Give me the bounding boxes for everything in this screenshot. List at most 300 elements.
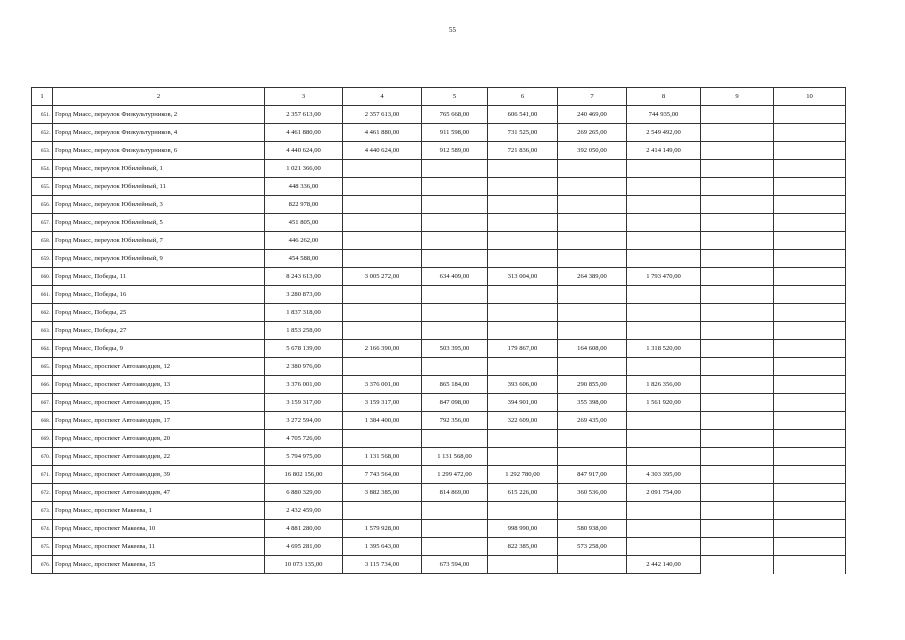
amount-cell xyxy=(701,304,774,322)
amount-cell: 3 115 734,00 xyxy=(343,556,422,574)
amount-cell xyxy=(701,286,774,304)
amount-cell xyxy=(627,250,701,268)
amount-cell: 360 536,00 xyxy=(558,484,627,502)
column-header-1: 1 xyxy=(32,88,53,106)
address-cell: Город Миасс, Победы, 25 xyxy=(53,304,265,322)
amount-cell xyxy=(701,106,774,124)
amount-cell xyxy=(422,502,488,520)
amount-cell xyxy=(774,124,846,142)
amount-cell: 4 461 880,00 xyxy=(265,124,343,142)
amount-cell xyxy=(774,340,846,358)
table-row xyxy=(32,124,846,142)
amount-cell xyxy=(558,160,627,178)
amount-cell: 16 802 156,00 xyxy=(265,466,343,484)
amount-cell xyxy=(774,466,846,484)
amount-cell: 164 608,00 xyxy=(558,340,627,358)
amount-cell: 765 668,00 xyxy=(422,106,488,124)
amount-cell: 2 414 149,00 xyxy=(627,142,701,160)
amount-cell xyxy=(488,358,558,376)
amount-cell: 1 837 318,00 xyxy=(265,304,343,322)
row-number-cell: 666. xyxy=(32,376,53,394)
table-row xyxy=(32,394,846,412)
amount-cell xyxy=(701,322,774,340)
column-header-5: 5 xyxy=(422,88,488,106)
amount-cell xyxy=(701,340,774,358)
table-row xyxy=(32,304,846,322)
amount-cell: 847 917,00 xyxy=(558,466,627,484)
amount-cell xyxy=(701,232,774,250)
amount-cell xyxy=(422,214,488,232)
amount-cell: 2 432 459,00 xyxy=(265,502,343,520)
address-cell: Город Миасс, переулок Юбилейный, 11 xyxy=(53,178,265,196)
address-cell: Город Миасс, переулок Физкультурников, 6 xyxy=(53,142,265,160)
amount-cell: 1 579 928,00 xyxy=(343,520,422,538)
amount-cell: 1 793 470,00 xyxy=(627,268,701,286)
amount-cell xyxy=(701,142,774,160)
amount-cell xyxy=(701,502,774,520)
amount-cell xyxy=(701,430,774,448)
amount-cell xyxy=(488,286,558,304)
row-number-cell: 673. xyxy=(32,502,53,520)
row-number-cell: 653. xyxy=(32,142,53,160)
row-number-cell: 658. xyxy=(32,232,53,250)
table-row xyxy=(32,502,846,520)
amount-cell xyxy=(488,178,558,196)
row-number-cell: 657. xyxy=(32,214,53,232)
table-header xyxy=(32,88,846,106)
amount-cell xyxy=(627,358,701,376)
amount-cell: 4 303 395,00 xyxy=(627,466,701,484)
table-row xyxy=(32,178,846,196)
amount-cell xyxy=(774,322,846,340)
amount-cell xyxy=(774,142,846,160)
amount-cell xyxy=(422,304,488,322)
amount-cell xyxy=(488,304,558,322)
amount-cell xyxy=(701,376,774,394)
address-cell: Город Миасс, проспект Автозаводцев, 20 xyxy=(53,430,265,448)
amount-cell: 179 867,00 xyxy=(488,340,558,358)
address-cell: Город Миасс, проспект Автозаводцев, 39 xyxy=(53,466,265,484)
amount-cell xyxy=(558,448,627,466)
address-cell: Город Миасс, переулок Юбилейный, 7 xyxy=(53,232,265,250)
amount-cell xyxy=(422,520,488,538)
address-cell: Город Миасс, проспект Автозаводцев, 47 xyxy=(53,484,265,502)
row-number-cell: 663. xyxy=(32,322,53,340)
amount-cell xyxy=(422,232,488,250)
column-header-7: 7 xyxy=(558,88,627,106)
address-cell: Город Миасс, проспект Автозаводцев, 17 xyxy=(53,412,265,430)
amount-cell: 313 004,00 xyxy=(488,268,558,286)
table-row xyxy=(32,484,846,502)
amount-cell: 454 588,00 xyxy=(265,250,343,268)
address-cell: Город Миасс, проспект Макеева, 15 xyxy=(53,556,265,574)
row-number-cell: 662. xyxy=(32,304,53,322)
table-row xyxy=(32,322,846,340)
address-cell: Город Миасс, проспект Макеева, 1 xyxy=(53,502,265,520)
amount-cell: 446 262,00 xyxy=(265,232,343,250)
amount-cell xyxy=(343,160,422,178)
address-cell: Город Миасс, Победы, 11 xyxy=(53,268,265,286)
amount-cell: 269 265,00 xyxy=(558,124,627,142)
amount-cell xyxy=(774,556,846,574)
row-number-cell: 656. xyxy=(32,196,53,214)
amount-cell xyxy=(701,196,774,214)
amount-cell xyxy=(343,232,422,250)
amount-cell: 5 678 139,00 xyxy=(265,340,343,358)
amount-cell xyxy=(701,412,774,430)
amount-cell xyxy=(701,160,774,178)
amount-cell: 3 159 317,00 xyxy=(265,394,343,412)
address-cell: Город Миасс, проспект Автозаводцев, 12 xyxy=(53,358,265,376)
table-row xyxy=(32,286,846,304)
amount-cell xyxy=(774,178,846,196)
address-cell: Город Миасс, проспект Автозаводцев, 15 xyxy=(53,394,265,412)
amount-cell: 3 376 001,00 xyxy=(343,376,422,394)
amount-cell: 847 098,00 xyxy=(422,394,488,412)
table-row xyxy=(32,232,846,250)
amount-cell xyxy=(558,556,627,574)
amount-cell xyxy=(558,178,627,196)
amount-cell xyxy=(701,358,774,376)
amount-cell xyxy=(701,394,774,412)
amount-cell xyxy=(488,448,558,466)
table-row xyxy=(32,196,846,214)
row-number-cell: 667. xyxy=(32,394,53,412)
amount-cell xyxy=(627,520,701,538)
amount-cell xyxy=(488,322,558,340)
amount-cell xyxy=(488,556,558,574)
amount-cell xyxy=(774,196,846,214)
table-row xyxy=(32,214,846,232)
row-number-cell: 651. xyxy=(32,106,53,124)
row-number-cell: 664. xyxy=(32,340,53,358)
amount-cell xyxy=(701,448,774,466)
address-cell: Город Миасс, проспект Автозаводцев, 22 xyxy=(53,448,265,466)
amount-cell: 1 299 472,00 xyxy=(422,466,488,484)
table-row xyxy=(32,538,846,556)
table-row xyxy=(32,412,846,430)
amount-cell xyxy=(701,250,774,268)
address-cell: Город Миасс, переулок Физкультурников, 2 xyxy=(53,106,265,124)
amount-cell: 912 589,00 xyxy=(422,142,488,160)
amount-cell xyxy=(558,430,627,448)
amount-cell: 814 869,00 xyxy=(422,484,488,502)
amount-cell xyxy=(774,250,846,268)
amount-cell: 290 855,00 xyxy=(558,376,627,394)
address-cell: Город Миасс, Победы, 16 xyxy=(53,286,265,304)
amount-cell: 240 469,00 xyxy=(558,106,627,124)
amount-cell: 1 826 356,00 xyxy=(627,376,701,394)
table-row xyxy=(32,556,846,574)
amount-cell: 264 389,00 xyxy=(558,268,627,286)
amount-cell xyxy=(488,250,558,268)
amount-cell: 865 184,00 xyxy=(422,376,488,394)
amount-cell: 673 594,00 xyxy=(422,556,488,574)
amount-cell xyxy=(343,214,422,232)
amount-cell xyxy=(422,250,488,268)
amount-cell xyxy=(558,304,627,322)
amount-cell xyxy=(774,286,846,304)
register-table xyxy=(31,87,846,574)
amount-cell: 792 356,00 xyxy=(422,412,488,430)
amount-cell: 721 836,00 xyxy=(488,142,558,160)
amount-cell xyxy=(422,196,488,214)
amount-cell: 322 609,00 xyxy=(488,412,558,430)
address-cell: Город Миасс, переулок Юбилейный, 3 xyxy=(53,196,265,214)
address-cell: Город Миасс, Победы, 9 xyxy=(53,340,265,358)
amount-cell: 3 272 594,00 xyxy=(265,412,343,430)
table-row xyxy=(32,250,846,268)
amount-cell: 6 880 329,00 xyxy=(265,484,343,502)
amount-cell xyxy=(627,412,701,430)
amount-cell xyxy=(627,322,701,340)
amount-cell xyxy=(701,178,774,196)
column-header-9: 9 xyxy=(701,88,774,106)
column-header-2: 2 xyxy=(53,88,265,106)
row-number-cell: 672. xyxy=(32,484,53,502)
amount-cell: 2 166 390,00 xyxy=(343,340,422,358)
amount-cell: 2 091 754,00 xyxy=(627,484,701,502)
row-number-cell: 659. xyxy=(32,250,53,268)
amount-cell: 392 050,00 xyxy=(558,142,627,160)
address-cell: Город Миасс, переулок Юбилейный, 1 xyxy=(53,160,265,178)
amount-cell: 451 805,00 xyxy=(265,214,343,232)
amount-cell xyxy=(774,268,846,286)
table-body xyxy=(32,106,846,574)
amount-cell: 744 935,00 xyxy=(627,106,701,124)
amount-cell xyxy=(774,430,846,448)
amount-cell xyxy=(422,286,488,304)
amount-cell xyxy=(558,358,627,376)
amount-cell: 4 440 624,00 xyxy=(265,142,343,160)
amount-cell xyxy=(558,196,627,214)
amount-cell: 503 395,00 xyxy=(422,340,488,358)
header-row xyxy=(32,88,846,106)
amount-cell xyxy=(701,556,774,574)
amount-cell: 1 292 780,00 xyxy=(488,466,558,484)
amount-cell xyxy=(701,466,774,484)
amount-cell xyxy=(774,304,846,322)
amount-cell xyxy=(343,304,422,322)
row-number-cell: 655. xyxy=(32,178,53,196)
column-header-3: 3 xyxy=(265,88,343,106)
amount-cell xyxy=(774,214,846,232)
amount-cell xyxy=(701,268,774,286)
amount-cell: 911 598,00 xyxy=(422,124,488,142)
row-number-cell: 660. xyxy=(32,268,53,286)
table-row xyxy=(32,142,846,160)
amount-cell xyxy=(558,502,627,520)
amount-cell xyxy=(774,232,846,250)
amount-cell: 394 901,00 xyxy=(488,394,558,412)
page-number: 55 xyxy=(449,26,456,34)
amount-cell xyxy=(422,160,488,178)
amount-cell xyxy=(488,502,558,520)
amount-cell xyxy=(488,214,558,232)
row-number-cell: 652. xyxy=(32,124,53,142)
amount-cell: 4 881 280,00 xyxy=(265,520,343,538)
amount-cell xyxy=(774,412,846,430)
amount-cell: 1 853 258,00 xyxy=(265,322,343,340)
table-row xyxy=(32,448,846,466)
amount-cell: 1 021 366,00 xyxy=(265,160,343,178)
amount-cell: 822 978,00 xyxy=(265,196,343,214)
amount-cell xyxy=(343,178,422,196)
amount-cell xyxy=(774,520,846,538)
table-row xyxy=(32,520,846,538)
column-header-10: 10 xyxy=(774,88,846,106)
amount-cell xyxy=(627,178,701,196)
amount-cell: 3 882 385,00 xyxy=(343,484,422,502)
address-cell: Город Миасс, переулок Юбилейный, 5 xyxy=(53,214,265,232)
amount-cell: 3 159 317,00 xyxy=(343,394,422,412)
amount-cell xyxy=(343,502,422,520)
amount-cell: 2 357 613,00 xyxy=(265,106,343,124)
address-cell: Город Миасс, переулок Физкультурников, 4 xyxy=(53,124,265,142)
amount-cell: 2 357 613,00 xyxy=(343,106,422,124)
amount-cell xyxy=(488,232,558,250)
amount-cell: 573 258,00 xyxy=(558,538,627,556)
amount-cell xyxy=(627,502,701,520)
amount-cell: 5 794 975,00 xyxy=(265,448,343,466)
address-cell: Город Миасс, проспект Макеева, 11 xyxy=(53,538,265,556)
amount-cell xyxy=(774,394,846,412)
amount-cell: 4 695 281,00 xyxy=(265,538,343,556)
amount-cell xyxy=(558,214,627,232)
table-row xyxy=(32,430,846,448)
column-header-8: 8 xyxy=(627,88,701,106)
amount-cell xyxy=(774,106,846,124)
amount-cell: 4 705 726,00 xyxy=(265,430,343,448)
amount-cell: 1 131 568,00 xyxy=(343,448,422,466)
amount-cell xyxy=(422,430,488,448)
amount-cell xyxy=(627,232,701,250)
row-number-cell: 675. xyxy=(32,538,53,556)
amount-cell: 615 226,00 xyxy=(488,484,558,502)
amount-cell: 2 549 492,00 xyxy=(627,124,701,142)
row-number-cell: 676. xyxy=(32,556,53,574)
amount-cell xyxy=(774,376,846,394)
amount-cell xyxy=(422,178,488,196)
row-number-cell: 671. xyxy=(32,466,53,484)
amount-cell xyxy=(701,484,774,502)
table-row xyxy=(32,268,846,286)
amount-cell xyxy=(627,304,701,322)
amount-cell xyxy=(422,538,488,556)
address-cell: Город Миасс, проспект Автозаводцев, 13 xyxy=(53,376,265,394)
amount-cell xyxy=(343,250,422,268)
row-number-cell: 670. xyxy=(32,448,53,466)
amount-cell: 393 606,00 xyxy=(488,376,558,394)
address-cell: Город Миасс, Победы, 27 xyxy=(53,322,265,340)
amount-cell: 822 385,00 xyxy=(488,538,558,556)
amount-cell xyxy=(627,160,701,178)
amount-cell: 3 376 001,00 xyxy=(265,376,343,394)
amount-cell: 4 440 624,00 xyxy=(343,142,422,160)
amount-cell xyxy=(627,196,701,214)
amount-cell xyxy=(558,232,627,250)
amount-cell: 2 442 140,00 xyxy=(627,556,701,574)
amount-cell xyxy=(488,160,558,178)
amount-cell xyxy=(774,358,846,376)
row-number-cell: 654. xyxy=(32,160,53,178)
table-row xyxy=(32,340,846,358)
amount-cell: 8 243 613,00 xyxy=(265,268,343,286)
amount-cell xyxy=(627,538,701,556)
amount-cell: 634 409,00 xyxy=(422,268,488,286)
amount-cell xyxy=(701,538,774,556)
amount-cell: 4 461 880,00 xyxy=(343,124,422,142)
amount-cell xyxy=(774,484,846,502)
table-row xyxy=(32,106,846,124)
column-header-6: 6 xyxy=(488,88,558,106)
amount-cell xyxy=(774,538,846,556)
amount-cell xyxy=(558,250,627,268)
amount-cell xyxy=(343,430,422,448)
amount-cell xyxy=(343,196,422,214)
amount-cell: 1 131 568,00 xyxy=(422,448,488,466)
table-row xyxy=(32,160,846,178)
amount-cell xyxy=(558,322,627,340)
table-row xyxy=(32,358,846,376)
amount-cell: 448 336,00 xyxy=(265,178,343,196)
table-row xyxy=(32,376,846,394)
amount-cell: 606 541,00 xyxy=(488,106,558,124)
amount-cell: 1 561 920,00 xyxy=(627,394,701,412)
amount-cell: 580 938,00 xyxy=(558,520,627,538)
amount-cell: 355 398,00 xyxy=(558,394,627,412)
amount-cell: 3 005 272,00 xyxy=(343,268,422,286)
amount-cell xyxy=(701,214,774,232)
amount-cell xyxy=(422,358,488,376)
amount-cell xyxy=(488,430,558,448)
column-header-4: 4 xyxy=(343,88,422,106)
address-cell: Город Миасс, переулок Юбилейный, 9 xyxy=(53,250,265,268)
row-number-cell: 665. xyxy=(32,358,53,376)
amount-cell xyxy=(774,448,846,466)
amount-cell xyxy=(558,286,627,304)
row-number-cell: 661. xyxy=(32,286,53,304)
amount-cell: 731 525,00 xyxy=(488,124,558,142)
amount-cell xyxy=(774,502,846,520)
amount-cell: 3 280 873,00 xyxy=(265,286,343,304)
amount-cell: 7 743 564,00 xyxy=(343,466,422,484)
amount-cell: 1 395 643,00 xyxy=(343,538,422,556)
amount-cell: 1 384 400,00 xyxy=(343,412,422,430)
amount-cell xyxy=(701,520,774,538)
amount-cell xyxy=(627,448,701,466)
amount-cell: 2 380 976,00 xyxy=(265,358,343,376)
amount-cell xyxy=(343,286,422,304)
amount-cell xyxy=(701,124,774,142)
amount-cell xyxy=(343,322,422,340)
amount-cell xyxy=(627,430,701,448)
amount-cell xyxy=(774,160,846,178)
address-cell: Город Миасс, проспект Макеева, 10 xyxy=(53,520,265,538)
table-row xyxy=(32,466,846,484)
amount-cell xyxy=(343,358,422,376)
amount-cell: 1 318 520,00 xyxy=(627,340,701,358)
row-number-cell: 669. xyxy=(32,430,53,448)
amount-cell: 269 435,00 xyxy=(558,412,627,430)
amount-cell xyxy=(488,196,558,214)
row-number-cell: 668. xyxy=(32,412,53,430)
amount-cell: 10 073 135,00 xyxy=(265,556,343,574)
amount-cell xyxy=(627,286,701,304)
row-number-cell: 674. xyxy=(32,520,53,538)
amount-cell: 998 990,00 xyxy=(488,520,558,538)
amount-cell xyxy=(627,214,701,232)
